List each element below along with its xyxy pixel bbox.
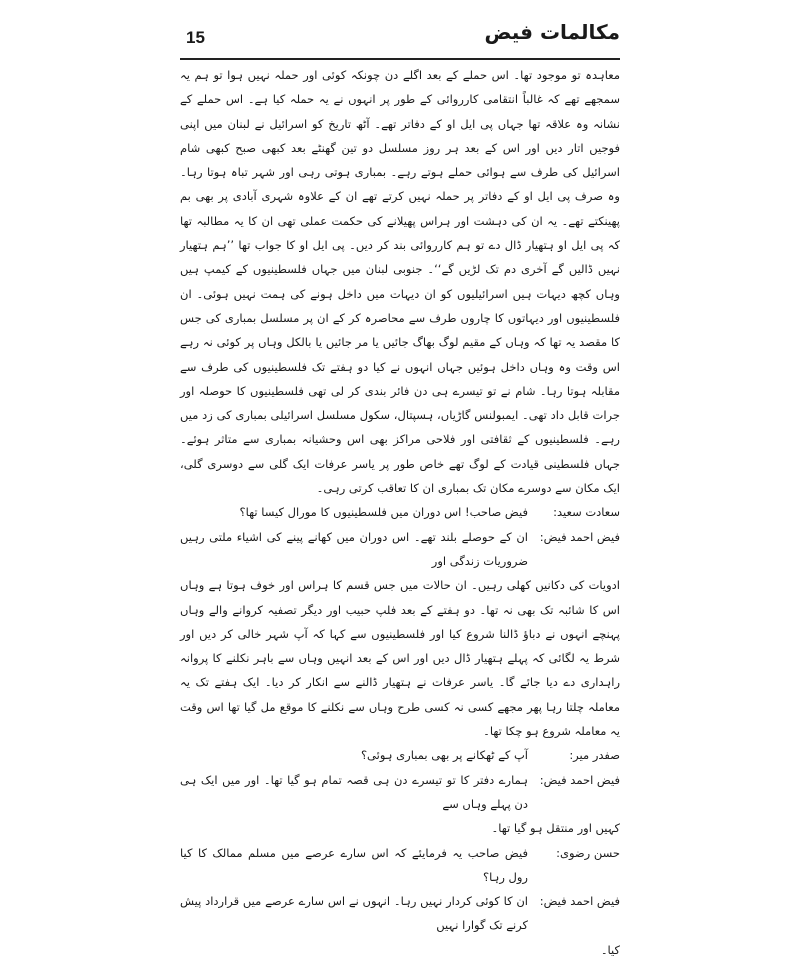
interview-dialogue xyxy=(180,500,620,962)
speech-continuation: کیا۔ xyxy=(600,942,620,957)
speech-text: فیض صاحب یہ فرمایئے کہ اس سارے عرصے میں مسلم ممالک کا کیا رول رہا؟ xyxy=(180,845,528,884)
dialogue-line xyxy=(180,841,620,890)
dialogue-line xyxy=(180,889,620,938)
speaker-name: فیض احمد فیض: xyxy=(539,894,620,909)
page-number: 15 xyxy=(186,28,205,47)
body-text xyxy=(180,63,620,962)
speaker-name: فیض احمد فیض: xyxy=(539,529,620,544)
speaker-name: صفدر میر: xyxy=(569,748,620,763)
speech-continuation: ادویات کی دکانیں کھلی رہیں۔ ان حالات میں جس قسم کا ہراس اور خوف ہوتا ہے وہاں اس کا شائبہ تک بھی نہ تھا۔ دو ہفتے کے بعد فلپ حبیب اور دیگر تصفیہ کروانے والے وہاں پہنچے انہوں نے دباؤ ڈالنا شروع کیا اور فلسطینیوں سے کہا کہ آپ شہر خالی کر دیں اور شرط یہ لگائی کہ پہلے ہتھیار ڈال دیں اور اس کے بعد انہیں وہاں سے باہر نکلنے کا پروانہ راہداری دے دیا جائے گا۔ یاسر عرفات نے ہتھیار ڈالنے سے انکار کر دیا۔ ایک ہفتے تک یہ معاملہ چلتا رہا پھر مجھے کسی نہ کسی طرح وہاں سے نکلنے کا موقع مل گیا تھا اس وقت یہ معاملہ شروع ہو چکا تھا۔ xyxy=(180,578,620,739)
speaker-name: حسن رضوی: xyxy=(556,845,620,860)
speech-text: فیض صاحب! اس دوران میں فلسطینیوں کا مورال کیسا تھا؟ xyxy=(239,505,528,520)
running-title: مکالمات فیض xyxy=(484,20,620,44)
speaker-name: سعادت سعید: xyxy=(553,505,620,520)
dialogue-line xyxy=(180,525,620,574)
dialogue-line xyxy=(180,768,620,817)
opening-paragraph: معاہدہ تو موجود تھا۔ اس حملے کے بعد اگلے دن چونکہ کوئی اور حملہ نہیں ہوا تو ہم یہ سمجھے تھے کہ غالباً انتقامی کارروائی کے طور پر انہوں نے یہ حملہ کیا ہے۔ اس حملے کے نشانہ وہ علاقہ تھا جہاں پی ایل او کے دفاتر تھے۔ آٹھ تاریخ کو اسرائیل نے لبنان میں اپنی فوجیں اتار دیں اور اس کے بعد ہر روز مسلسل دو تین گھنٹے بعد کبھی صبح کبھی شام اسرائیل کی طرف سے ہوائی حملے ہوتے رہے۔ بمباری ہوتی رہی اور شہر تباہ ہوتا رہا۔ وہ صرف پی ایل او کے دفاتر پر حملہ نہیں کرتے تھے ان کے علاوہ شہری آبادی پر بھی بم پھینکتے تھے۔ یہ ان کی دہشت اور ہراس پھیلانے کی حکمت عملی تھی ان کا یہ مطالبہ تھا کہ پی ایل او ہتھیار ڈال دے تو ہم کارروائی بند کر دیں۔ پی ایل او کا جواب تھا ’’ہم ہتھیار نہیں ڈالیں گے آخری دم تک لڑیں گے‘‘۔ جنوبی لبنان میں جہاں فلسطینیوں کے کیمپ ہیں وہاں کچھ دیہات ہیں اسرائیلیوں کو ان دیہات میں داخل ہونے کی ہمت نہیں ہوئی۔ ان فلسطینیوں اور دیہاتوں کا چاروں طرف سے محاصرہ کر کے ان پر مسلسل بمباری کی جس کا مقصد یہ تھا کہ وہاں کے مقیم لوگ بھاگ جائیں یا مر جائیں یا بالکل وہاں پر کوئی نہ رہے اس وقت وہ وہاں داخل ہوئیں جہاں انہوں نے کیا دو ہفتے تک فلسطینیوں کی طرف سے مقابلہ ہوتا رہا۔ شام نے تو تیسرے ہی دن فائر بندی کر لی تھی فلسطینیوں کا حوصلہ اور جرات قابل داد تھی۔ ایمبولنس گاڑیاں، ہسپتال، سکول مسلسل اسرائیلی بمباری کی زد میں رہے۔ فلسطینیوں کے ثقافتی اور فلاحی مراکز بھی اس وحشیانہ بمباری سے متاثر ہوئے۔ جہاں فلسطینی قیادت کے لوگ تھے خاص طور پر یاسر عرفات ایک گلی سے دوسری گلی، ایک مکان سے دوسرے مکان تک بمباری ان کا تعاقب کرتی رہی۔ xyxy=(180,68,620,496)
speech-text: ہمارے دفتر کا تو تیسرے دن ہی قصہ تمام ہو گیا تھا۔ اور میں ایک ہی دن پہلے وہاں سے xyxy=(180,772,528,811)
speaker-name: فیض احمد فیض: xyxy=(539,772,620,787)
dialogue-line xyxy=(180,500,620,524)
page-header xyxy=(180,18,620,60)
speech-text: ان کا کوئی کردار نہیں رہا۔ انہوں نے اس سارے عرصے میں قرارداد پیش کرنے تک گوارا نہیں xyxy=(180,894,528,933)
speech-text: آپ کے ٹھکانے پر بھی بمباری ہوئی؟ xyxy=(360,748,528,763)
speech-continuation: کہیں اور منتقل ہو گیا تھا۔ xyxy=(491,821,620,836)
speech-text: ان کے حوصلے بلند تھے۔ اس دوران میں کھانے پینے کی اشیاء ملتی رہیں ضروریات زندگی اور xyxy=(180,529,528,568)
dialogue-line xyxy=(180,743,620,767)
